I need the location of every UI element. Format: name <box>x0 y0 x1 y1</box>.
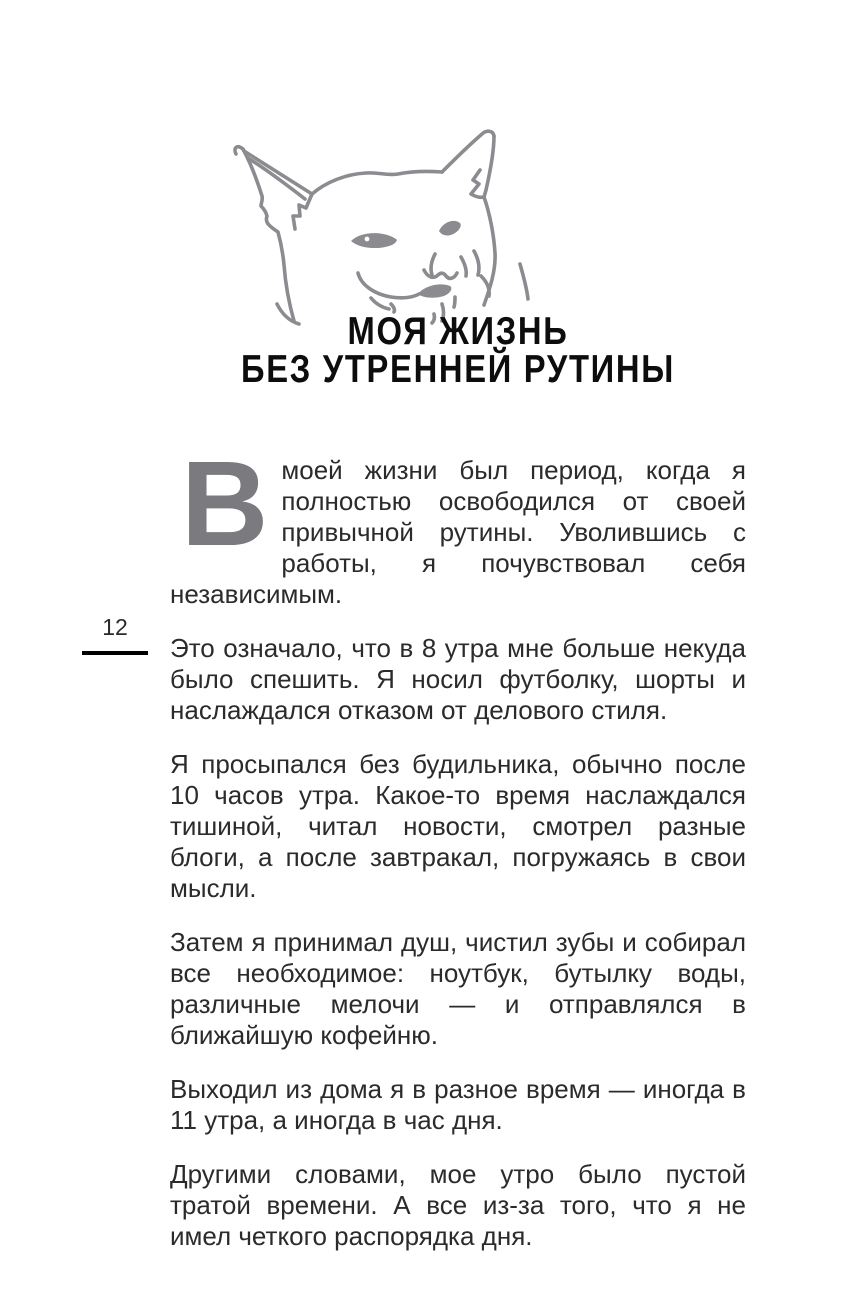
chapter-title-line2: БЕЗ УТРЕННЕЙ РУТИНЫ <box>241 348 675 391</box>
chapter-title <box>170 310 746 391</box>
drop-cap: В <box>181 435 269 571</box>
paragraph: Выходил из дома я в разное время — иногда в 11 утра, а иногда в час дня. <box>170 1074 746 1135</box>
page-number: 12 <box>102 614 128 640</box>
paragraph <box>170 435 746 610</box>
body-text-column <box>170 435 746 1252</box>
folio <box>80 612 150 655</box>
paragraph: Это означало, что в 8 утра мне больше некуда было спешить. Я носил футболку, шорты и наслаждался отказом от делового стиля. <box>170 633 746 725</box>
paragraph: Другими словами, мое утро было пустой тратой времени. А все из-за того, что я не имел четкого распорядка дня. <box>170 1159 746 1251</box>
cat-illustration-icon <box>228 118 538 328</box>
folio-rule <box>82 651 148 655</box>
chapter-title-line1: МОЯ ЖИЗНЬ <box>347 310 569 353</box>
paragraph-text: моей жизни был период, когда я полностью освободился от своей привычной рутины. Уволившись с работы, я почувствовал себя независимым. <box>170 455 746 609</box>
paragraph: Я просыпался без будильника, обычно после 10 часов утра. Какое-то время наслаждался тишиной, читал новости, смотрел разные блоги, а после завтракал, погружаясь в свои мысли. <box>170 749 746 903</box>
paragraph: Затем я принимал душ, чистил зубы и собирал все необходимое: ноутбук, бутылку воды, различные мелочи — и отправлялся в ближайшую кофейню. <box>170 927 746 1050</box>
